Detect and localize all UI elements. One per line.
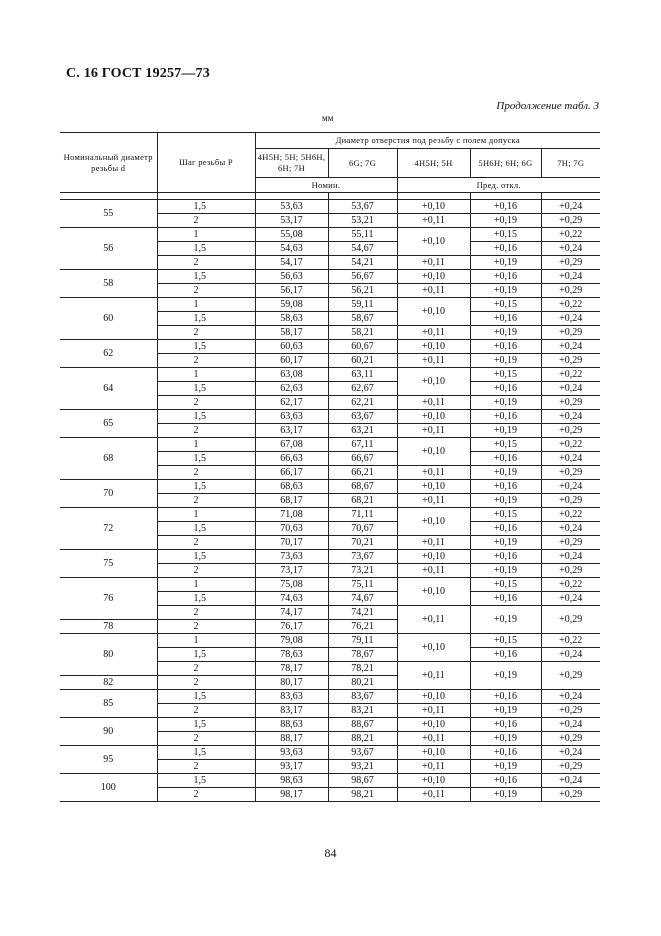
nominal-diameter-cell: 65: [60, 410, 157, 438]
nominal-a-cell: 54,63: [255, 242, 328, 256]
table-row: [60, 340, 600, 354]
deviation-e-cell: +0,29: [541, 760, 600, 774]
table-row: [60, 270, 600, 284]
pitch-cell: 1: [157, 368, 255, 382]
deviation-e-cell: +0,24: [541, 550, 600, 564]
deviation-e-cell: +0,29: [541, 396, 600, 410]
pitch-cell: 2: [157, 396, 255, 410]
nominal-a-cell: 93,63: [255, 746, 328, 760]
header-nominal: Номин.: [255, 178, 397, 193]
nominal-b-cell: 98,67: [328, 774, 397, 788]
deviation-d-cell: +0,15: [470, 298, 541, 312]
nominal-b-cell: 63,11: [328, 368, 397, 382]
nominal-diameter-cell: 85: [60, 690, 157, 718]
pitch-cell: 2: [157, 788, 255, 802]
page-number: 84: [324, 846, 337, 860]
nominal-b-cell: 83,21: [328, 704, 397, 718]
nominal-a-cell: 71,08: [255, 508, 328, 522]
deviation-c-cell: +0,10: [397, 774, 470, 788]
nominal-diameter-cell: 90: [60, 718, 157, 746]
pitch-cell: 2: [157, 326, 255, 340]
deviation-e-cell: +0,22: [541, 298, 600, 312]
deviation-c-cell: +0,11: [397, 760, 470, 774]
nominal-b-cell: 78,21: [328, 662, 397, 676]
deviation-e-cell: +0,24: [541, 746, 600, 760]
deviation-e-cell: +0,22: [541, 368, 600, 382]
pitch-cell: 1,5: [157, 648, 255, 662]
deviation-d-cell: +0,15: [470, 634, 541, 648]
deviation-d-cell: +0,16: [470, 648, 541, 662]
table-row: [60, 578, 600, 592]
nominal-b-cell: 59,11: [328, 298, 397, 312]
deviation-d-cell: +0,15: [470, 508, 541, 522]
pitch-cell: 1,5: [157, 746, 255, 760]
header-col-e: 7H; 7G: [541, 149, 600, 178]
nominal-diameter-cell: 58: [60, 270, 157, 298]
nominal-b-cell: 93,67: [328, 746, 397, 760]
pitch-cell: 2: [157, 214, 255, 228]
deviation-c-cell: +0,11: [397, 214, 470, 228]
pitch-cell: 1,5: [157, 200, 255, 214]
nominal-diameter-cell: 72: [60, 508, 157, 550]
nominal-b-cell: 63,21: [328, 424, 397, 438]
deviation-d-cell: +0,19: [470, 284, 541, 298]
nominal-a-cell: 62,17: [255, 396, 328, 410]
nominal-diameter-cell: 82: [60, 676, 157, 690]
pitch-cell: 2: [157, 354, 255, 368]
nominal-diameter-cell: 60: [60, 298, 157, 340]
deviation-c-cell: +0,11: [397, 662, 470, 690]
deviation-c-cell: +0,10: [397, 550, 470, 564]
deviation-c-cell: +0,11: [397, 606, 470, 634]
deviation-d-cell: +0,19: [470, 788, 541, 802]
nominal-b-cell: 70,67: [328, 522, 397, 536]
deviation-e-cell: +0,24: [541, 774, 600, 788]
deviation-c-cell: +0,10: [397, 508, 470, 536]
nominal-b-cell: 58,21: [328, 326, 397, 340]
nominal-b-cell: 53,67: [328, 200, 397, 214]
nominal-a-cell: 98,63: [255, 774, 328, 788]
deviation-e-cell: +0,22: [541, 438, 600, 452]
deviation-c-cell: +0,11: [397, 732, 470, 746]
pitch-cell: 1,5: [157, 270, 255, 284]
nominal-a-cell: 78,17: [255, 662, 328, 676]
deviation-c-cell: +0,11: [397, 494, 470, 508]
nominal-b-cell: 70,21: [328, 536, 397, 550]
deviation-e-cell: +0,24: [541, 270, 600, 284]
deviation-e-cell: +0,24: [541, 480, 600, 494]
table-body: [60, 200, 600, 802]
nominal-a-cell: 54,17: [255, 256, 328, 270]
nominal-b-cell: 98,21: [328, 788, 397, 802]
nominal-a-cell: 93,17: [255, 760, 328, 774]
header-hole-diameter: Диаметр отверстия под резьбу с полем допуска: [255, 133, 600, 149]
deviation-d-cell: +0,16: [470, 522, 541, 536]
pitch-cell: 2: [157, 676, 255, 690]
deviation-d-cell: +0,16: [470, 550, 541, 564]
pitch-cell: 2: [157, 424, 255, 438]
nominal-b-cell: 93,21: [328, 760, 397, 774]
deviation-c-cell: +0,11: [397, 466, 470, 480]
deviation-d-cell: +0,16: [470, 592, 541, 606]
nominal-b-cell: 71,11: [328, 508, 397, 522]
pitch-cell: 1,5: [157, 592, 255, 606]
deviation-e-cell: +0,22: [541, 228, 600, 242]
table-row: [60, 438, 600, 452]
table-row: [60, 718, 600, 732]
nominal-diameter-cell: 78: [60, 620, 157, 634]
nominal-a-cell: 88,63: [255, 718, 328, 732]
table-row: [60, 634, 600, 648]
pitch-cell: 1,5: [157, 452, 255, 466]
nominal-a-cell: 74,17: [255, 606, 328, 620]
table-row: [60, 508, 600, 522]
pitch-cell: 2: [157, 662, 255, 676]
nominal-a-cell: 66,63: [255, 452, 328, 466]
pitch-cell: 1,5: [157, 718, 255, 732]
nominal-b-cell: 62,67: [328, 382, 397, 396]
nominal-a-cell: 62,63: [255, 382, 328, 396]
nominal-a-cell: 79,08: [255, 634, 328, 648]
deviation-c-cell: +0,10: [397, 578, 470, 606]
deviation-e-cell: +0,29: [541, 354, 600, 368]
pitch-cell: 1,5: [157, 242, 255, 256]
deviation-d-cell: +0,19: [470, 326, 541, 340]
table-row: [60, 368, 600, 382]
deviation-e-cell: +0,24: [541, 200, 600, 214]
pitch-cell: 1,5: [157, 690, 255, 704]
nominal-diameter-cell: 70: [60, 480, 157, 508]
deviation-d-cell: +0,19: [470, 424, 541, 438]
pitch-cell: 2: [157, 536, 255, 550]
header-deviation: Пред. откл.: [397, 178, 600, 193]
nominal-diameter-cell: 55: [60, 200, 157, 228]
nominal-a-cell: 83,17: [255, 704, 328, 718]
nominal-b-cell: 60,67: [328, 340, 397, 354]
deviation-e-cell: +0,24: [541, 312, 600, 326]
nominal-a-cell: 74,63: [255, 592, 328, 606]
deviation-d-cell: +0,19: [470, 214, 541, 228]
deviation-e-cell: +0,24: [541, 648, 600, 662]
deviation-e-cell: +0,24: [541, 452, 600, 466]
nominal-b-cell: 73,21: [328, 564, 397, 578]
table-row: [60, 298, 600, 312]
deviation-c-cell: +0,10: [397, 200, 470, 214]
nominal-a-cell: 68,63: [255, 480, 328, 494]
pitch-cell: 1: [157, 298, 255, 312]
deviation-e-cell: +0,29: [541, 606, 600, 634]
page-header: С. 16 ГОСТ 19257—73: [66, 66, 210, 81]
table-row: [60, 550, 600, 564]
header-nominal-diameter: Номинальный диаметр резьбы d: [60, 133, 157, 193]
nominal-b-cell: 76,21: [328, 620, 397, 634]
deviation-e-cell: +0,22: [541, 634, 600, 648]
deviation-e-cell: +0,24: [541, 690, 600, 704]
pitch-cell: 1,5: [157, 340, 255, 354]
pitch-cell: 2: [157, 760, 255, 774]
deviation-e-cell: +0,29: [541, 466, 600, 480]
nominal-b-cell: 54,21: [328, 256, 397, 270]
deviation-d-cell: +0,19: [470, 704, 541, 718]
pitch-cell: 1: [157, 438, 255, 452]
table-row: [60, 746, 600, 760]
nominal-b-cell: 68,67: [328, 480, 397, 494]
pitch-cell: 1: [157, 508, 255, 522]
units-label: мм: [322, 113, 334, 123]
deviation-d-cell: +0,16: [470, 382, 541, 396]
deviation-d-cell: +0,19: [470, 564, 541, 578]
deviation-c-cell: +0,10: [397, 410, 470, 424]
pitch-cell: 2: [157, 466, 255, 480]
deviation-e-cell: +0,24: [541, 340, 600, 354]
deviation-d-cell: +0,19: [470, 494, 541, 508]
nominal-a-cell: 70,63: [255, 522, 328, 536]
deviation-e-cell: +0,24: [541, 592, 600, 606]
pitch-cell: 2: [157, 704, 255, 718]
deviation-e-cell: +0,29: [541, 256, 600, 270]
nominal-b-cell: 74,67: [328, 592, 397, 606]
deviation-e-cell: +0,29: [541, 788, 600, 802]
pitch-cell: 2: [157, 620, 255, 634]
header-col-d: 5H6H; 6H; 6G: [470, 149, 541, 178]
nominal-a-cell: 56,63: [255, 270, 328, 284]
deviation-c-cell: +0,11: [397, 326, 470, 340]
deviation-c-cell: +0,10: [397, 368, 470, 396]
deviation-d-cell: +0,16: [470, 690, 541, 704]
table-row: [60, 200, 600, 214]
deviation-e-cell: +0,29: [541, 564, 600, 578]
deviation-e-cell: +0,24: [541, 410, 600, 424]
deviation-c-cell: +0,11: [397, 788, 470, 802]
deviation-c-cell: +0,10: [397, 634, 470, 662]
deviation-c-cell: +0,10: [397, 690, 470, 704]
nominal-b-cell: 88,21: [328, 732, 397, 746]
nominal-diameter-cell: 62: [60, 340, 157, 368]
table-row: [60, 410, 600, 424]
deviation-e-cell: +0,29: [541, 326, 600, 340]
deviation-d-cell: +0,16: [470, 452, 541, 466]
nominal-b-cell: 56,67: [328, 270, 397, 284]
nominal-b-cell: 62,21: [328, 396, 397, 410]
deviation-c-cell: +0,11: [397, 396, 470, 410]
deviation-c-cell: +0,10: [397, 298, 470, 326]
deviation-c-cell: +0,10: [397, 340, 470, 354]
deviation-d-cell: +0,19: [470, 760, 541, 774]
deviation-e-cell: +0,24: [541, 718, 600, 732]
nominal-a-cell: 66,17: [255, 466, 328, 480]
thread-hole-diameter-table: [60, 132, 600, 802]
deviation-d-cell: +0,15: [470, 228, 541, 242]
nominal-a-cell: 80,17: [255, 676, 328, 690]
nominal-b-cell: 88,67: [328, 718, 397, 732]
deviation-e-cell: +0,29: [541, 424, 600, 438]
nominal-b-cell: 79,11: [328, 634, 397, 648]
nominal-a-cell: 88,17: [255, 732, 328, 746]
pitch-cell: 2: [157, 564, 255, 578]
deviation-c-cell: +0,11: [397, 564, 470, 578]
deviation-e-cell: +0,29: [541, 536, 600, 550]
nominal-a-cell: 63,17: [255, 424, 328, 438]
deviation-d-cell: +0,16: [470, 410, 541, 424]
deviation-c-cell: +0,10: [397, 746, 470, 760]
pitch-cell: 1,5: [157, 312, 255, 326]
nominal-a-cell: 59,08: [255, 298, 328, 312]
nominal-a-cell: 73,17: [255, 564, 328, 578]
nominal-a-cell: 83,63: [255, 690, 328, 704]
pitch-cell: 2: [157, 256, 255, 270]
nominal-b-cell: 74,21: [328, 606, 397, 620]
nominal-diameter-cell: 75: [60, 550, 157, 578]
pitch-cell: 1,5: [157, 550, 255, 564]
pitch-cell: 2: [157, 284, 255, 298]
nominal-b-cell: 83,67: [328, 690, 397, 704]
nominal-diameter-cell: 64: [60, 368, 157, 410]
header-pitch: Шаг резьбы P: [157, 133, 255, 193]
nominal-a-cell: 75,08: [255, 578, 328, 592]
deviation-d-cell: +0,19: [470, 662, 541, 690]
nominal-a-cell: 58,17: [255, 326, 328, 340]
deviation-d-cell: +0,16: [470, 312, 541, 326]
deviation-c-cell: +0,11: [397, 424, 470, 438]
deviation-e-cell: +0,29: [541, 494, 600, 508]
deviation-c-cell: +0,11: [397, 536, 470, 550]
pitch-cell: 2: [157, 606, 255, 620]
deviation-d-cell: +0,19: [470, 732, 541, 746]
deviation-d-cell: +0,16: [470, 746, 541, 760]
nominal-b-cell: 54,67: [328, 242, 397, 256]
nominal-a-cell: 70,17: [255, 536, 328, 550]
deviation-e-cell: +0,24: [541, 242, 600, 256]
nominal-b-cell: 67,11: [328, 438, 397, 452]
nominal-a-cell: 56,17: [255, 284, 328, 298]
deviation-d-cell: +0,16: [470, 242, 541, 256]
nominal-diameter-cell: 56: [60, 228, 157, 270]
nominal-diameter-cell: 76: [60, 578, 157, 620]
pitch-cell: 1,5: [157, 522, 255, 536]
nominal-b-cell: 55,11: [328, 228, 397, 242]
pitch-cell: 1,5: [157, 480, 255, 494]
deviation-e-cell: +0,29: [541, 214, 600, 228]
deviation-c-cell: +0,11: [397, 354, 470, 368]
pitch-cell: 1,5: [157, 410, 255, 424]
pitch-cell: 1,5: [157, 382, 255, 396]
nominal-b-cell: 75,11: [328, 578, 397, 592]
deviation-d-cell: +0,15: [470, 578, 541, 592]
deviation-c-cell: +0,11: [397, 256, 470, 270]
header-col-c: 4H5H; 5H: [397, 149, 470, 178]
deviation-d-cell: +0,15: [470, 438, 541, 452]
pitch-cell: 2: [157, 494, 255, 508]
deviation-d-cell: +0,19: [470, 466, 541, 480]
nominal-a-cell: 60,63: [255, 340, 328, 354]
deviation-e-cell: +0,29: [541, 732, 600, 746]
nominal-b-cell: 68,21: [328, 494, 397, 508]
deviation-d-cell: +0,19: [470, 606, 541, 634]
deviation-c-cell: +0,10: [397, 438, 470, 466]
nominal-a-cell: 78,63: [255, 648, 328, 662]
deviation-c-cell: +0,10: [397, 228, 470, 256]
deviation-e-cell: +0,24: [541, 522, 600, 536]
table-row: [60, 228, 600, 242]
pitch-cell: 1: [157, 228, 255, 242]
table-row: [60, 690, 600, 704]
nominal-b-cell: 66,67: [328, 452, 397, 466]
nominal-a-cell: 63,08: [255, 368, 328, 382]
pitch-cell: 1: [157, 634, 255, 648]
deviation-c-cell: +0,11: [397, 284, 470, 298]
deviation-d-cell: +0,19: [470, 536, 541, 550]
pitch-cell: 2: [157, 732, 255, 746]
deviation-d-cell: +0,16: [470, 340, 541, 354]
table-row: [60, 480, 600, 494]
deviation-d-cell: +0,16: [470, 200, 541, 214]
table-continuation-label: Продолжение табл. 3: [496, 100, 599, 112]
nominal-b-cell: 63,67: [328, 410, 397, 424]
nominal-diameter-cell: 80: [60, 634, 157, 676]
nominal-a-cell: 68,17: [255, 494, 328, 508]
nominal-b-cell: 66,21: [328, 466, 397, 480]
deviation-e-cell: +0,24: [541, 382, 600, 396]
deviation-e-cell: +0,22: [541, 578, 600, 592]
nominal-a-cell: 53,63: [255, 200, 328, 214]
deviation-d-cell: +0,15: [470, 368, 541, 382]
table-row: [60, 774, 600, 788]
nominal-b-cell: 56,21: [328, 284, 397, 298]
nominal-a-cell: 63,63: [255, 410, 328, 424]
deviation-c-cell: +0,10: [397, 480, 470, 494]
deviation-e-cell: +0,29: [541, 662, 600, 690]
nominal-b-cell: 73,67: [328, 550, 397, 564]
nominal-b-cell: 80,21: [328, 676, 397, 690]
deviation-d-cell: +0,16: [470, 270, 541, 284]
nominal-a-cell: 76,17: [255, 620, 328, 634]
nominal-diameter-cell: 95: [60, 746, 157, 774]
nominal-diameter-cell: 68: [60, 438, 157, 480]
nominal-a-cell: 55,08: [255, 228, 328, 242]
header-col-a: 4H5H; 5H; 5H6H, 6H; 7H: [255, 149, 328, 178]
deviation-d-cell: +0,16: [470, 480, 541, 494]
deviation-d-cell: +0,16: [470, 774, 541, 788]
deviation-c-cell: +0,10: [397, 718, 470, 732]
nominal-a-cell: 67,08: [255, 438, 328, 452]
deviation-e-cell: +0,22: [541, 508, 600, 522]
deviation-d-cell: +0,19: [470, 396, 541, 410]
header-col-b: 6G; 7G: [328, 149, 397, 178]
nominal-a-cell: 53,17: [255, 214, 328, 228]
pitch-cell: 1: [157, 578, 255, 592]
nominal-a-cell: 58,63: [255, 312, 328, 326]
deviation-c-cell: +0,10: [397, 270, 470, 284]
nominal-a-cell: 98,17: [255, 788, 328, 802]
deviation-e-cell: +0,29: [541, 284, 600, 298]
deviation-c-cell: +0,11: [397, 704, 470, 718]
nominal-a-cell: 60,17: [255, 354, 328, 368]
nominal-b-cell: 60,21: [328, 354, 397, 368]
nominal-diameter-cell: 100: [60, 774, 157, 802]
nominal-b-cell: 78,67: [328, 648, 397, 662]
deviation-e-cell: +0,29: [541, 704, 600, 718]
deviation-d-cell: +0,19: [470, 354, 541, 368]
nominal-b-cell: 58,67: [328, 312, 397, 326]
deviation-d-cell: +0,16: [470, 718, 541, 732]
nominal-a-cell: 73,63: [255, 550, 328, 564]
pitch-cell: 1,5: [157, 774, 255, 788]
nominal-b-cell: 53,21: [328, 214, 397, 228]
deviation-d-cell: +0,19: [470, 256, 541, 270]
